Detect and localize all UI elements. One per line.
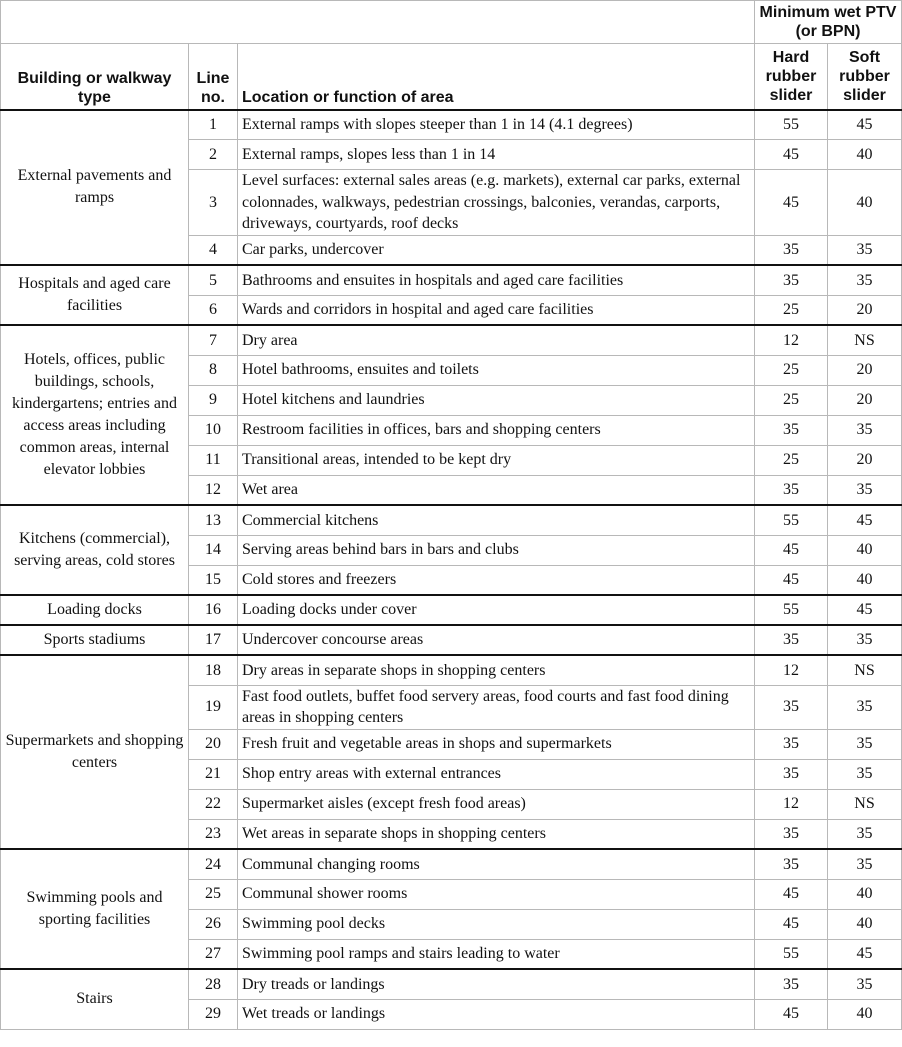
group-cell: Sports stadiums xyxy=(1,625,189,655)
location-cell: Hotel bathrooms, ensuites and toilets xyxy=(238,355,755,385)
soft-slider-value: 40 xyxy=(828,879,902,909)
line-number-cell: 7 xyxy=(189,325,238,355)
hard-slider-value: 45 xyxy=(755,170,828,236)
line-column-header: Line no. xyxy=(189,44,238,110)
hard-slider-value: 45 xyxy=(755,879,828,909)
hard-slider-value: 45 xyxy=(755,909,828,939)
table-header xyxy=(1,1,902,110)
hard-slider-value: 12 xyxy=(755,789,828,819)
soft-slider-value: 35 xyxy=(828,685,902,729)
soft-slider-value: 35 xyxy=(828,265,902,295)
line-number-cell: 26 xyxy=(189,909,238,939)
line-number-cell: 22 xyxy=(189,789,238,819)
line-number-cell: 21 xyxy=(189,759,238,789)
soft-slider-value: NS xyxy=(828,655,902,685)
soft-slider-value: 40 xyxy=(828,140,902,170)
line-number-cell: 10 xyxy=(189,415,238,445)
location-cell: Wards and corridors in hospital and aged care facilities xyxy=(238,295,755,325)
soft-slider-value: 40 xyxy=(828,170,902,236)
hard-slider-column-header: Hard rubber slider xyxy=(755,44,828,110)
location-cell: Swimming pool ramps and stairs leading to water xyxy=(238,939,755,969)
soft-slider-value: 20 xyxy=(828,295,902,325)
soft-slider-value: 45 xyxy=(828,595,902,625)
soft-slider-value: NS xyxy=(828,325,902,355)
hard-slider-value: 45 xyxy=(755,999,828,1029)
line-number-cell: 3 xyxy=(189,170,238,236)
hard-slider-value: 35 xyxy=(755,729,828,759)
hard-slider-value: 25 xyxy=(755,385,828,415)
table-row xyxy=(1,325,902,355)
location-cell: Fast food outlets, buffet food servery areas, food courts and fast food dining areas in shopping centers xyxy=(238,685,755,729)
table-row xyxy=(1,625,902,655)
hard-slider-value: 25 xyxy=(755,295,828,325)
hard-slider-value: 12 xyxy=(755,325,828,355)
soft-slider-value: 40 xyxy=(828,909,902,939)
line-number-cell: 11 xyxy=(189,445,238,475)
group-cell: Loading docks xyxy=(1,595,189,625)
soft-slider-value: 40 xyxy=(828,999,902,1029)
location-cell: Restroom facilities in offices, bars and shopping centers xyxy=(238,415,755,445)
table-row xyxy=(1,505,902,535)
location-cell: Loading docks under cover xyxy=(238,595,755,625)
group-cell: Swimming pools and sporting facilities xyxy=(1,849,189,969)
location-cell: Hotel kitchens and laundries xyxy=(238,385,755,415)
line-number-cell: 19 xyxy=(189,685,238,729)
location-cell: External ramps with slopes steeper than 1 in 14 (4.1 degrees) xyxy=(238,110,755,140)
table-row xyxy=(1,849,902,879)
location-cell: Communal shower rooms xyxy=(238,879,755,909)
location-cell: Serving areas behind bars in bars and clubs xyxy=(238,535,755,565)
location-cell: Dry areas in separate shops in shopping centers xyxy=(238,655,755,685)
soft-slider-value: 35 xyxy=(828,969,902,999)
soft-slider-column-header: Soft rubber slider xyxy=(828,44,902,110)
hard-slider-value: 55 xyxy=(755,595,828,625)
line-number-cell: 27 xyxy=(189,939,238,969)
ptv-group-header: Minimum wet PTV (or BPN) xyxy=(755,1,902,44)
soft-slider-value: 45 xyxy=(828,505,902,535)
location-cell: Wet areas in separate shops in shopping centers xyxy=(238,819,755,849)
hard-slider-value: 35 xyxy=(755,849,828,879)
line-number-cell: 5 xyxy=(189,265,238,295)
location-column-header: Location or function of area xyxy=(238,44,755,110)
hard-slider-value: 35 xyxy=(755,969,828,999)
soft-slider-value: 35 xyxy=(828,625,902,655)
line-number-cell: 29 xyxy=(189,999,238,1029)
hard-slider-value: 35 xyxy=(755,685,828,729)
soft-slider-value: 35 xyxy=(828,475,902,505)
line-number-cell: 24 xyxy=(189,849,238,879)
location-cell: Undercover concourse areas xyxy=(238,625,755,655)
hard-slider-value: 25 xyxy=(755,355,828,385)
line-number-cell: 23 xyxy=(189,819,238,849)
hard-slider-value: 55 xyxy=(755,939,828,969)
soft-slider-value: 40 xyxy=(828,535,902,565)
soft-slider-value: 45 xyxy=(828,110,902,140)
line-number-cell: 28 xyxy=(189,969,238,999)
hard-slider-value: 45 xyxy=(755,565,828,595)
hard-slider-value: 12 xyxy=(755,655,828,685)
line-number-cell: 9 xyxy=(189,385,238,415)
hard-slider-value: 35 xyxy=(755,265,828,295)
location-cell: Fresh fruit and vegetable areas in shops and supermarkets xyxy=(238,729,755,759)
soft-slider-value: 20 xyxy=(828,445,902,475)
location-cell: Dry area xyxy=(238,325,755,355)
location-cell: Communal changing rooms xyxy=(238,849,755,879)
soft-slider-value: 35 xyxy=(828,819,902,849)
hard-slider-value: 35 xyxy=(755,475,828,505)
soft-slider-value: 35 xyxy=(828,729,902,759)
line-number-cell: 20 xyxy=(189,729,238,759)
table-row xyxy=(1,969,902,999)
line-number-cell: 18 xyxy=(189,655,238,685)
soft-slider-value: 40 xyxy=(828,565,902,595)
location-cell: External ramps, slopes less than 1 in 14 xyxy=(238,140,755,170)
group-cell: Supermarkets and shopping centers xyxy=(1,655,189,849)
group-cell: Hotels, offices, public buildings, schools, kindergartens; entries and access areas including common areas, internal elevator lobbies xyxy=(1,325,189,505)
location-cell: Commercial kitchens xyxy=(238,505,755,535)
hard-slider-value: 35 xyxy=(755,235,828,265)
soft-slider-value: NS xyxy=(828,789,902,819)
hard-slider-value: 55 xyxy=(755,110,828,140)
location-cell: Supermarket aisles (except fresh food areas) xyxy=(238,789,755,819)
hard-slider-value: 45 xyxy=(755,140,828,170)
line-number-cell: 16 xyxy=(189,595,238,625)
location-cell: Swimming pool decks xyxy=(238,909,755,939)
line-number-cell: 6 xyxy=(189,295,238,325)
soft-slider-value: 20 xyxy=(828,385,902,415)
soft-slider-value: 35 xyxy=(828,415,902,445)
line-number-cell: 2 xyxy=(189,140,238,170)
line-number-cell: 1 xyxy=(189,110,238,140)
line-number-cell: 17 xyxy=(189,625,238,655)
line-number-cell: 4 xyxy=(189,235,238,265)
location-cell: Wet treads or landings xyxy=(238,999,755,1029)
line-number-cell: 14 xyxy=(189,535,238,565)
blank-header-cell xyxy=(1,1,755,44)
soft-slider-value: 20 xyxy=(828,355,902,385)
location-cell: Shop entry areas with external entrances xyxy=(238,759,755,789)
location-cell: Dry treads or landings xyxy=(238,969,755,999)
location-cell: Transitional areas, intended to be kept dry xyxy=(238,445,755,475)
hard-slider-value: 55 xyxy=(755,505,828,535)
line-number-cell: 8 xyxy=(189,355,238,385)
location-cell: Level surfaces: external sales areas (e.g. markets), external car parks, external colonnades, walkways, pedestrian crossings, balconies, verandas, carports, driveways, courtyards, roof decks xyxy=(238,170,755,236)
hard-slider-value: 35 xyxy=(755,819,828,849)
hard-slider-value: 45 xyxy=(755,535,828,565)
group-cell: External pavements and ramps xyxy=(1,110,189,266)
group-cell: Stairs xyxy=(1,969,189,1029)
line-number-cell: 12 xyxy=(189,475,238,505)
table-body xyxy=(1,110,902,1030)
location-cell: Bathrooms and ensuites in hospitals and aged care facilities xyxy=(238,265,755,295)
table-row xyxy=(1,265,902,295)
location-cell: Cold stores and freezers xyxy=(238,565,755,595)
line-number-cell: 15 xyxy=(189,565,238,595)
location-cell: Car parks, undercover xyxy=(238,235,755,265)
hard-slider-value: 35 xyxy=(755,759,828,789)
hard-slider-value: 35 xyxy=(755,625,828,655)
soft-slider-value: 45 xyxy=(828,939,902,969)
hard-slider-value: 25 xyxy=(755,445,828,475)
location-cell: Wet area xyxy=(238,475,755,505)
group-cell: Hospitals and aged care facilities xyxy=(1,265,189,325)
hard-slider-value: 35 xyxy=(755,415,828,445)
line-number-cell: 13 xyxy=(189,505,238,535)
table-row xyxy=(1,110,902,140)
group-column-header: Building or walkway type xyxy=(1,44,189,110)
group-cell: Kitchens (commercial), serving areas, cold stores xyxy=(1,505,189,595)
table-row xyxy=(1,595,902,625)
table-row xyxy=(1,655,902,685)
soft-slider-value: 35 xyxy=(828,759,902,789)
line-number-cell: 25 xyxy=(189,879,238,909)
soft-slider-value: 35 xyxy=(828,235,902,265)
soft-slider-value: 35 xyxy=(828,849,902,879)
